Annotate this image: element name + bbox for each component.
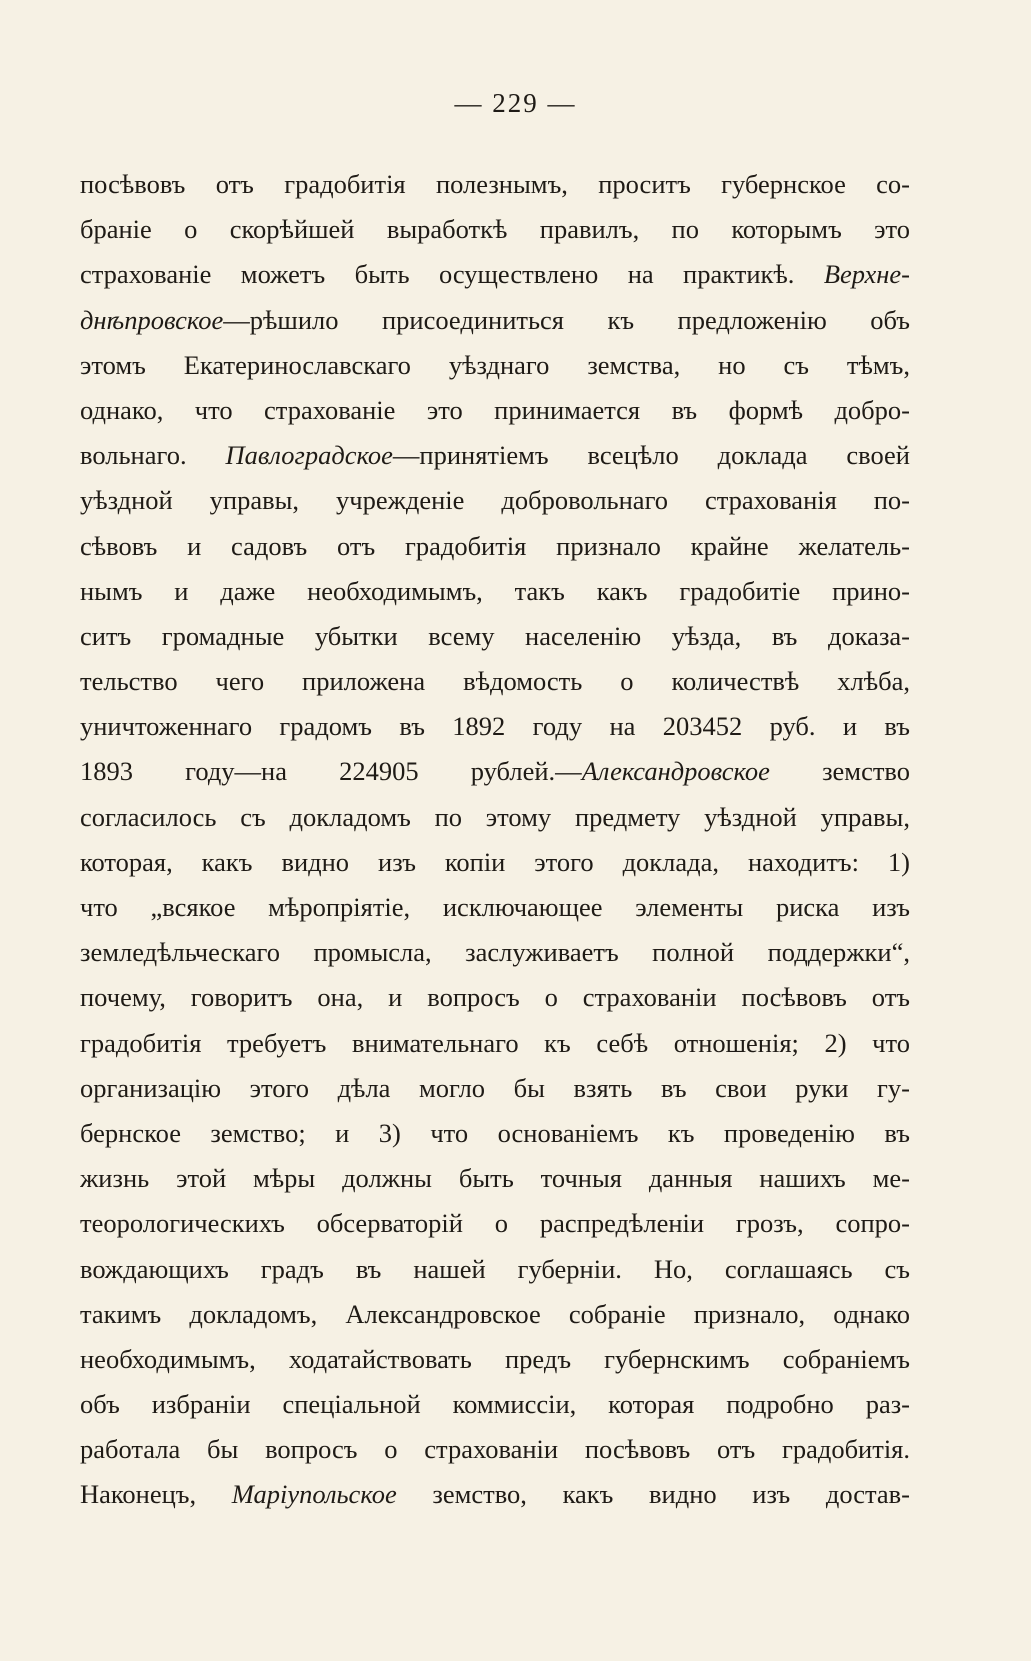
text-segment: ситъ громадные убытки всему населенію уѣзда, въ доказа- [80, 620, 910, 651]
text-segment: —рѣшило присоединиться къ предложенію объ [223, 304, 910, 335]
text-segment: —принятіемъ всецѣло доклада своей [392, 440, 910, 471]
text-segment: уѣздной управы, учрежденіе добровольнаго страхованія по- [80, 485, 910, 516]
text-segment: земство [769, 756, 910, 787]
text-segment: уничтоженнаго градомъ въ 1892 году на 203452 руб. и въ [80, 711, 910, 742]
text-line [80, 1021, 910, 1066]
text-segment: сѣвовъ и садовъ отъ градобитія признало крайне желатель- [80, 530, 910, 561]
text-line [80, 885, 910, 930]
text-line [80, 207, 910, 252]
text-segment: жизнь этой мѣры должны быть точныя данныя нашихъ ме- [80, 1163, 910, 1194]
text-segment: такимъ докладомъ, Александровское собраніе признало, однако [80, 1298, 910, 1329]
text-segment: которая, какъ видно изъ копіи этого доклада, находитъ: 1) [80, 846, 910, 877]
text-segment: браніе о скорѣйшей выработкѣ правилъ, по которымъ это [80, 214, 910, 245]
text-segment: однако, что страхованіе это принимается въ формѣ добро- [80, 394, 910, 425]
text-line [80, 524, 910, 569]
text-line [80, 1382, 910, 1427]
text-segment: почему, говоритъ она, и вопросъ о страхованіи посѣвовъ отъ [80, 982, 910, 1013]
text-segment: земледѣльческаго промысла, заслуживаетъ полной поддержки“, [80, 937, 910, 968]
text-segment: посѣвовъ отъ градобитія полезнымъ, проситъ губернское со- [80, 169, 910, 199]
text-line [80, 1472, 910, 1517]
text-line [80, 162, 910, 207]
page-number: — 229 — [454, 88, 577, 118]
text-line [80, 1292, 910, 1337]
text-line [80, 252, 910, 297]
text-segment: вольнаго. [80, 440, 226, 471]
text-line [80, 478, 910, 523]
text-line [80, 1066, 910, 1111]
text-line [80, 930, 910, 975]
italic-place-name: Маріупольское [231, 1479, 397, 1510]
text-segment: организацію этого дѣла могло бы взять въ свои руки гу- [80, 1072, 910, 1103]
text-line [80, 840, 910, 885]
text-line [80, 659, 910, 704]
text-segment: вождающихъ градъ въ нашей губерніи. Но, соглашаясь съ [80, 1253, 910, 1284]
text-segment: необходимымъ, ходатайствовать предъ губернскимъ собраніемъ [80, 1343, 910, 1374]
italic-place-name: днѣпровское [80, 304, 224, 335]
text-line [80, 795, 910, 840]
italic-place-name: Верхне- [823, 259, 910, 290]
text-line [80, 298, 910, 343]
text-segment: теорологическихъ обсерваторій о распредѣленіи грозъ, сопро- [80, 1208, 910, 1239]
text-segment: этомъ Екатеринославскаго уѣзднаго земства, но съ тѣмъ, [80, 349, 910, 380]
text-line [80, 749, 910, 794]
text-line [80, 343, 910, 388]
body-text [80, 162, 910, 1518]
text-line [80, 614, 910, 659]
text-segment: бернское земство; и 3) что основаніемъ къ проведенію въ [80, 1117, 910, 1148]
text-line [80, 1247, 910, 1292]
text-line [80, 1337, 910, 1382]
text-segment: градобитія требуетъ внимательнаго къ себѣ отношенія; 2) что [80, 1027, 910, 1058]
text-line [80, 1156, 910, 1201]
text-segment: что „всякое мѣропріятіе, исключающее элементы риска изъ [80, 892, 910, 922]
text-line [80, 1427, 910, 1472]
text-line [80, 704, 910, 749]
text-line [80, 388, 910, 433]
text-line [80, 433, 910, 478]
text-segment: работала бы вопросъ о страхованіи посѣвовъ отъ градобитія. [80, 1434, 910, 1465]
text-segment: 1893 году—на 224905 рублей.— [80, 756, 582, 787]
text-line [80, 569, 910, 614]
text-line [80, 1111, 910, 1156]
text-segment: страхованіе можетъ быть осуществлено на практикѣ. [80, 259, 824, 290]
text-segment: нымъ и даже необходимымъ, такъ какъ градобитіе прино- [80, 575, 910, 606]
text-segment: согласилось съ докладомъ по этому предмету уѣздной управы, [80, 801, 910, 832]
text-line [80, 1201, 910, 1246]
text-segment: тельство чего приложена вѣдомость о количествѣ хлѣба, [80, 666, 910, 697]
text-line [80, 975, 910, 1020]
text-segment: Наконецъ, [80, 1479, 232, 1510]
italic-place-name: Александровское [581, 756, 770, 787]
text-segment: земство, какъ видно изъ достав- [396, 1479, 910, 1510]
text-segment: объ избраніи спеціальной коммиссіи, которая подробно раз- [80, 1389, 910, 1420]
italic-place-name: Павлоградское [225, 440, 393, 471]
